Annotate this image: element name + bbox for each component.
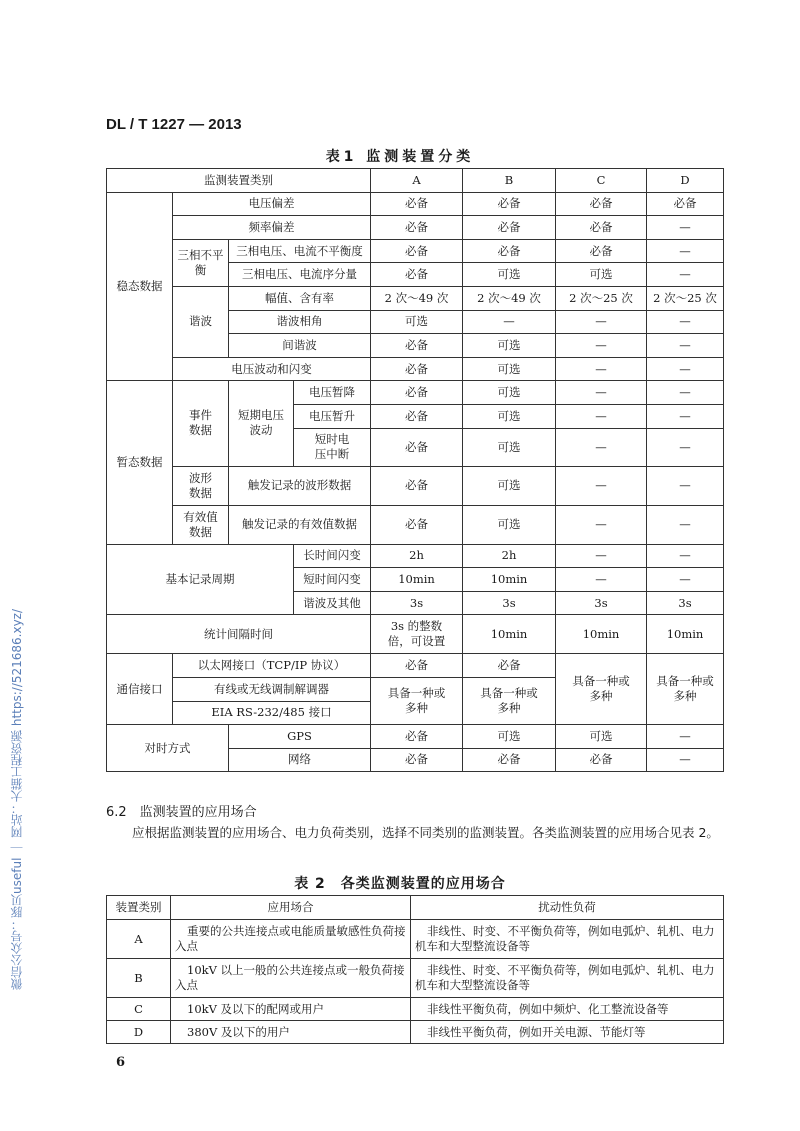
cell: 可选 [463,381,556,405]
cell-load: 非线性、时变、不平衡负荷等，例如电弧炉、轧机、电力机车和大型整流设备等 [411,920,724,959]
device-classification-table [106,168,724,772]
col-header: 应用场合 [171,896,411,920]
cell: 具备一种或多种 [572,674,630,704]
cell: 具备一种或多种 [480,686,538,715]
cell-type: C [107,998,171,1021]
cell: 10min [647,615,724,654]
col-header-d: D [647,169,724,193]
cell: 3s [647,591,724,615]
cell: — [647,568,724,592]
group-event [173,381,229,466]
cell: 具备一种或多种 [656,674,714,704]
cell: 必备 [463,748,556,772]
cell-place: 10kV 以上一般的公共连接点或一般负荷接入点 [171,959,411,998]
cell: 必备 [647,192,724,216]
cell-type: B [107,959,171,998]
group-event-label: 事件数据 [189,408,212,438]
row-label: 电压偏差 [173,192,371,216]
cell: 必备 [556,192,647,216]
table-row [107,381,724,405]
cell: 可选 [463,357,556,381]
cell-place: 10kV 及以下的配网或用户 [171,998,411,1021]
table-row [107,725,724,749]
col-header-a: A [371,169,463,193]
table2-caption: 表 2 各类监测装置的应用场合 [294,876,506,892]
cell: — [647,310,724,334]
row-label: 短时间闪变 [294,568,371,592]
cell: 10min [463,568,556,592]
table-row [107,615,724,654]
cell: 必备 [371,381,463,405]
cell-place: 380V 及以下的用户 [171,1021,411,1044]
row-label: 触发记录的有效值数据 [229,505,371,544]
row-label: 电压暂降 [294,381,371,405]
cell: 2h [463,544,556,568]
col-header: 装置类别 [107,896,171,920]
cell: 10min [371,568,463,592]
table-row [107,1021,724,1044]
cell: 必备 [371,466,463,505]
cell: 可选 [463,466,556,505]
group-waveform-label: 波形数据 [189,470,212,500]
cell: — [556,544,647,568]
cell: 必备 [371,239,463,263]
table-row [107,192,724,216]
cell-load: 非线性、时变、不平衡负荷等，例如电弧炉、轧机、电力机车和大型整流设备等 [411,959,724,998]
table-header-row [107,169,724,193]
cell: 必备 [371,428,463,466]
group-waveform [173,466,229,505]
cell-type: D [107,1021,171,1044]
row-label: 长时间闪变 [294,544,371,568]
cell: — [647,334,724,358]
cell: — [647,404,724,428]
cell: — [647,748,724,772]
group-short-var-label: 短期电压波动 [238,408,284,438]
cell: 必备 [371,505,463,544]
group-rms-label: 有效值数据 [183,509,218,539]
cell: 必备 [463,216,556,240]
cell-load: 非线性平衡负荷，例如中频炉、化工整流设备等 [411,998,724,1021]
cell: 具备一种或多种 [387,686,446,715]
cell: 2 次～49 次 [371,286,463,310]
cell: — [647,381,724,405]
cell: 3s [463,591,556,615]
cell: 必备 [556,216,647,240]
cell: 必备 [371,334,463,358]
table-header-row [107,896,724,920]
cell: 必备 [463,654,556,678]
table-row [107,239,724,263]
cell: 必备 [463,192,556,216]
cell: 必备 [371,748,463,772]
col-header: 扰动性负荷 [411,896,724,920]
cell: 必备 [371,725,463,749]
table-row [107,466,724,505]
document-id: DL / T 1227 — 2013 [106,116,242,133]
cell: 可选 [463,725,556,749]
row-label: 有线或无线调制解调器 [173,677,371,701]
cell: 可选 [556,725,647,749]
header-label: 监测装置类别 [107,169,371,193]
cell: 10min [556,615,647,654]
cell: — [647,263,724,287]
cell: — [556,381,647,405]
row-label: EIA RS-232/485 接口 [173,701,371,725]
cell: — [556,505,647,544]
cell-place: 重要的公共连接点或电能质量敏感性负荷接入点 [171,920,411,959]
row-label: 统计间隔时间 [107,615,371,654]
cell-load: 非线性平衡负荷，例如开关电源、节能灯等 [411,1021,724,1044]
group-steady: 稳态数据 [107,192,173,381]
table-row [107,505,724,544]
table-row [107,357,724,381]
row-label: 触发记录的波形数据 [229,466,371,505]
cell-type: A [107,920,171,959]
cell: 2 次～49 次 [463,286,556,310]
cell: 可选 [463,404,556,428]
cell: 可选 [556,263,647,287]
cell: — [556,404,647,428]
table-row [107,216,724,240]
row-label: 电压波动和闪变 [173,357,371,381]
row-label: 频率偏差 [173,216,371,240]
cell: 2h [371,544,463,568]
cell: 2 次～25 次 [647,286,724,310]
cell: — [556,357,647,381]
group-unbalance: 三相不平衡 [173,239,229,286]
cell: 可选 [371,310,463,334]
cell: 可选 [463,428,556,466]
cell: — [647,505,724,544]
cell: 3s [556,591,647,615]
group-short-var [229,381,294,466]
table-row [107,920,724,959]
cell: 必备 [371,404,463,428]
cell: — [647,544,724,568]
cell: 2 次～25 次 [556,286,647,310]
cell: — [556,428,647,466]
cell: 必备 [371,192,463,216]
row-label: 间谐波 [229,334,371,358]
row-label: 网络 [229,748,371,772]
table-row [107,959,724,998]
cell: — [556,568,647,592]
group-time: 对时方式 [107,725,229,772]
cell: — [556,466,647,505]
cell: — [647,428,724,466]
row-label: 三相电压、电流序分量 [229,263,371,287]
row-label: GPS [229,725,371,749]
cell: 10min [463,615,556,654]
group-rms [173,505,229,544]
row-label: 以太网接口（TCP/IP 协议） [173,654,371,678]
cell: 可选 [463,334,556,358]
cell: — [647,466,724,505]
row-label: 短时电压中断 [314,432,350,462]
row-label: 谐波相角 [229,310,371,334]
cell: — [463,310,556,334]
col-header-c: C [556,169,647,193]
row-label: 三相电压、电流不平衡度 [229,239,371,263]
watermark: 微信公众号：豚贝useful ｜ 网站：大猫工程资源 https://521686.xyz/ [10,608,24,990]
row-label: 谐波及其他 [294,591,371,615]
table-row [107,654,724,678]
cell: — [647,725,724,749]
application-table [106,895,724,1044]
cell: 3s 的整数倍，可设置 [387,619,446,649]
cell: 必备 [556,748,647,772]
group-record: 基本记录周期 [107,544,294,615]
table-row [107,544,724,568]
cell: — [647,239,724,263]
col-header-b: B [463,169,556,193]
row-label: 幅值、含有率 [229,286,371,310]
cell: 必备 [556,239,647,263]
cell: 必备 [371,216,463,240]
group-transient: 暂态数据 [107,381,173,544]
cell: — [556,334,647,358]
section-heading: 6.2 监测装置的应用场合 [106,805,257,820]
section-paragraph: 应根据监测装置的应用场合、电力负荷类别，选择不同类别的监测装置。各类监测装置的应用场合见表 2。 [132,825,719,840]
group-harmonic: 谐波 [173,286,229,357]
cell: 可选 [463,505,556,544]
cell: 3s [371,591,463,615]
cell: 必备 [371,263,463,287]
cell: 必备 [371,654,463,678]
table-row [107,286,724,310]
row-label: 电压暂升 [294,404,371,428]
cell: 必备 [371,357,463,381]
table1-caption: 表1 监测装置分类 [325,149,475,165]
page-number: 6 [116,1055,126,1070]
cell: — [647,216,724,240]
cell: — [647,357,724,381]
cell: 可选 [463,263,556,287]
cell: 必备 [463,239,556,263]
table-row [107,998,724,1021]
group-comm: 通信接口 [107,654,173,725]
cell: — [556,310,647,334]
